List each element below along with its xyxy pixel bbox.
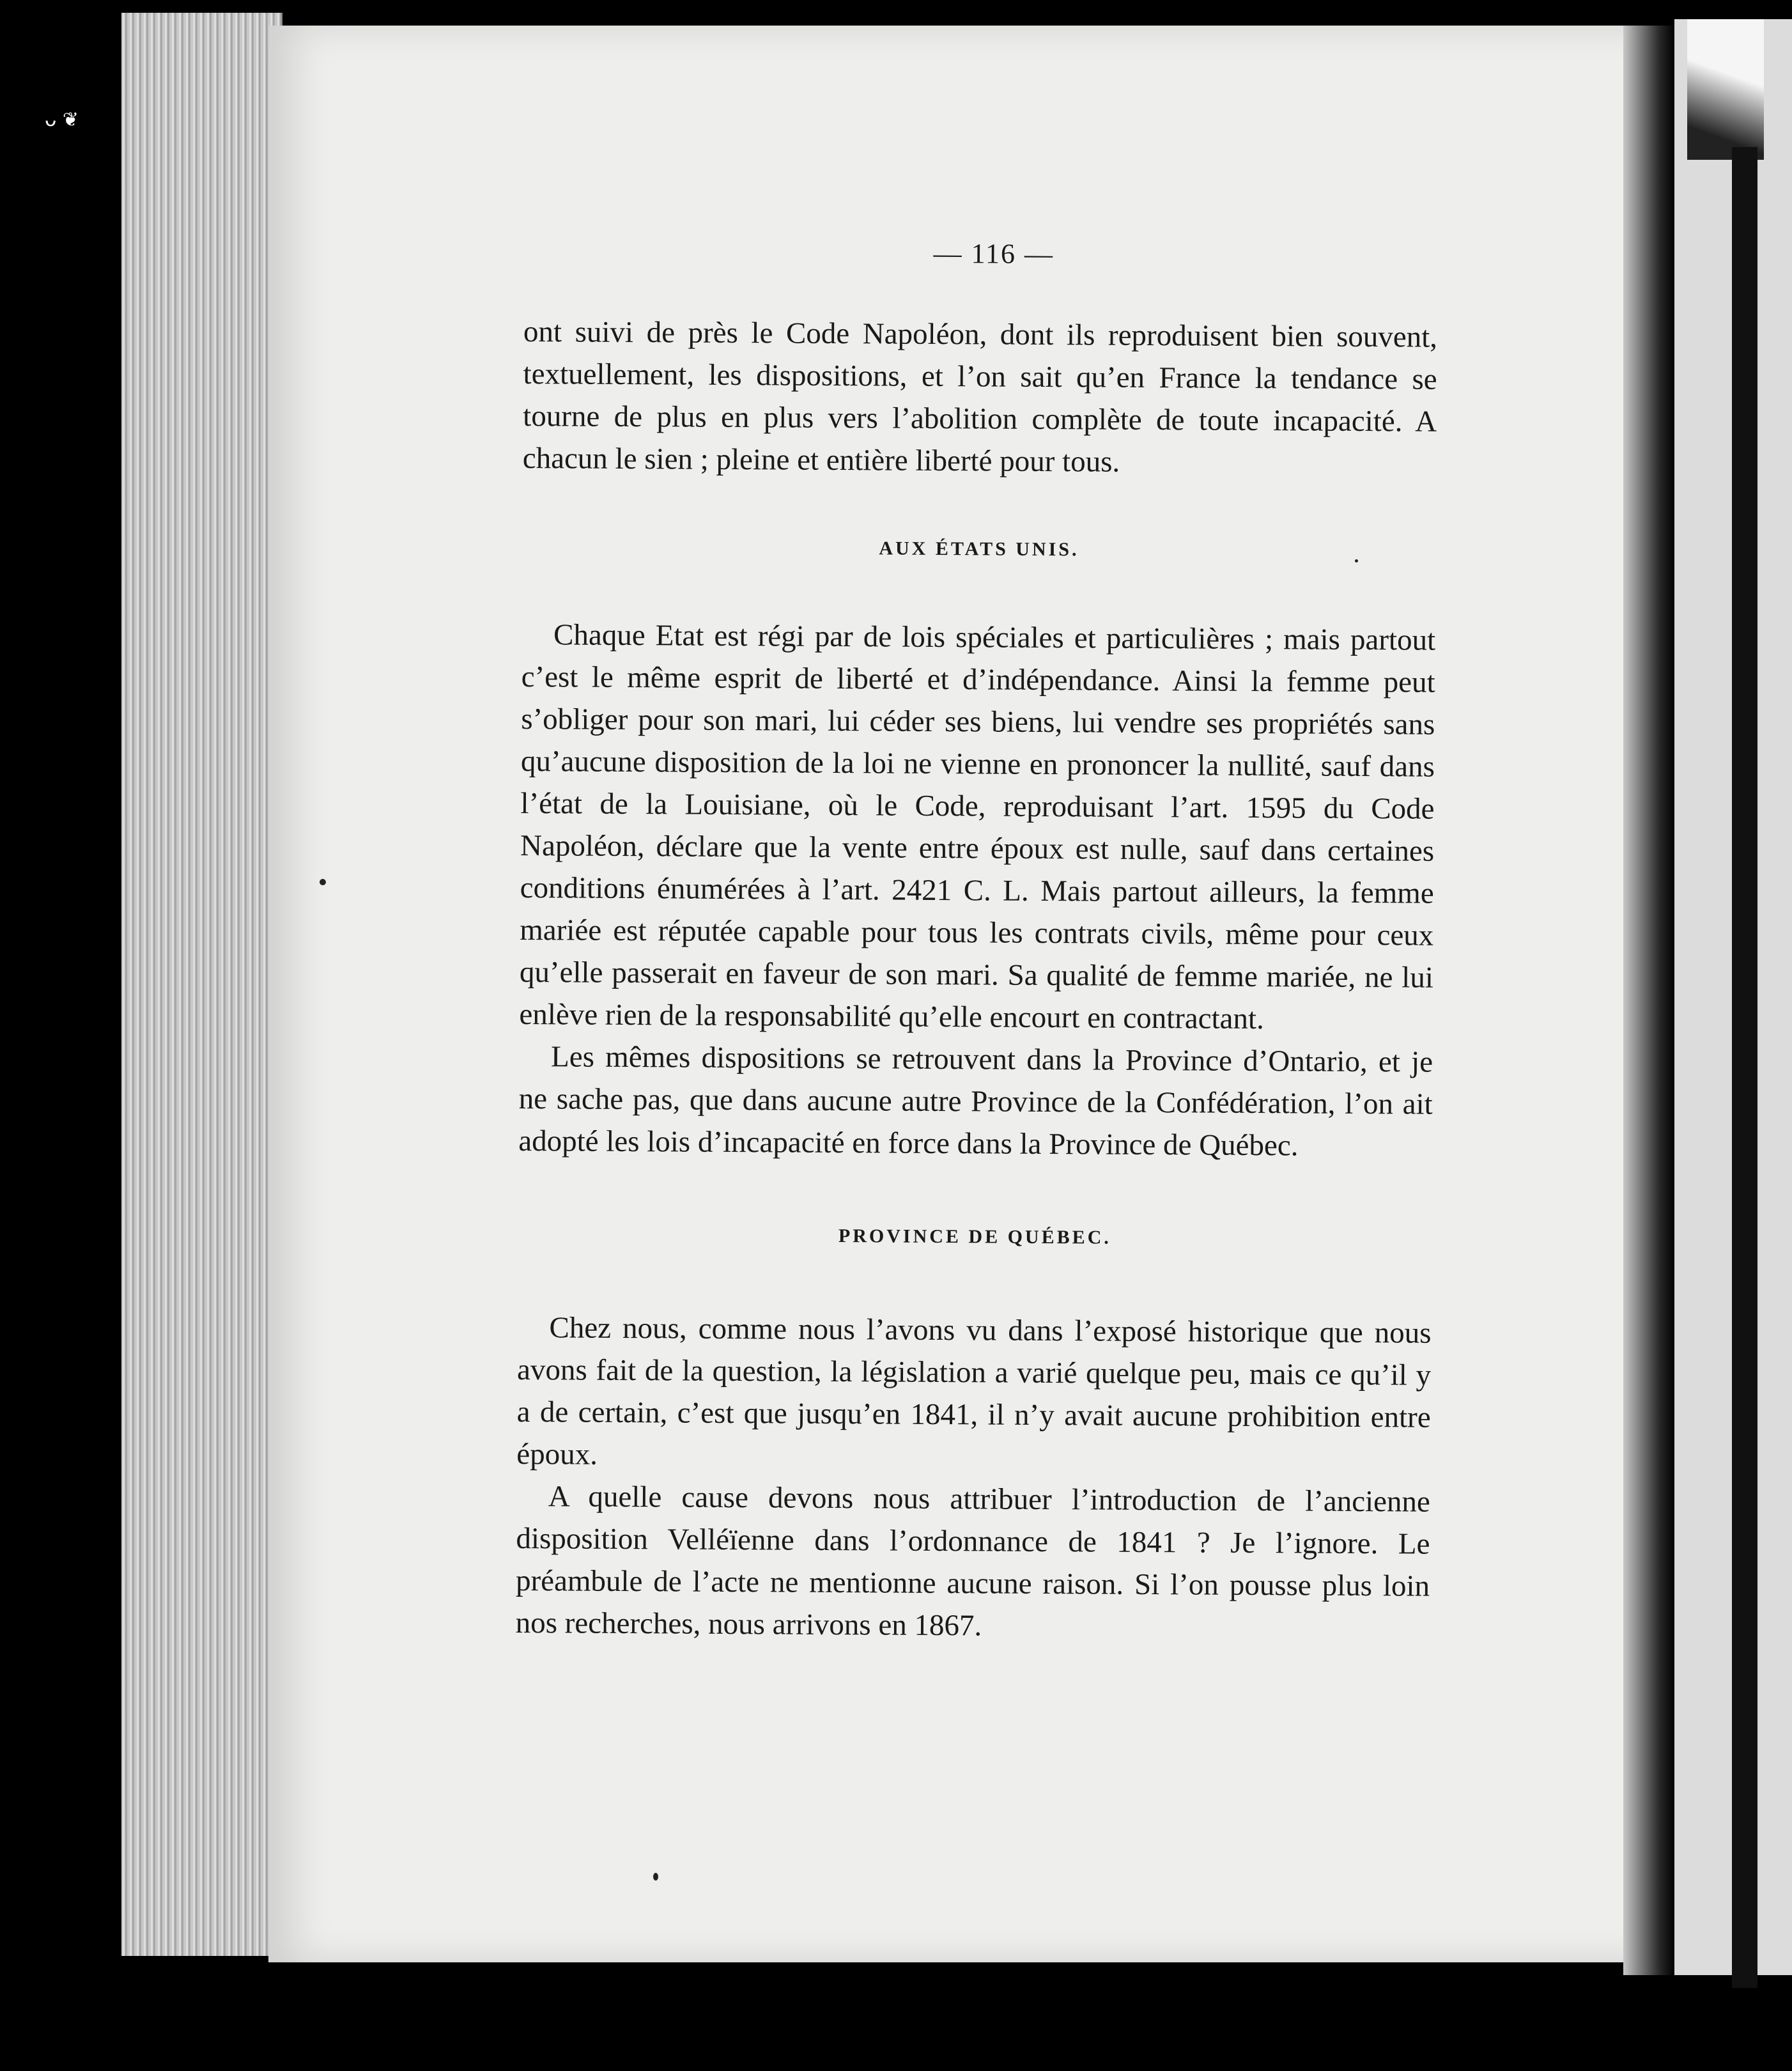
text-column [515, 230, 1437, 1650]
paragraph: Les mêmes dispositions se retrouvent dans la Province d’Ontario, et je ne sache pas, que dans aucune autre Province de la Confédération, l’on ait adopté les lois d’incapacité en force dans la Province de Québec. [518, 1040, 1433, 1163]
paragraph: A quelle cause devons nous attribuer l’introduction de l’ancienne disposition Velléïenne dans l’ordonnance de 1841 ? Je l’ignore. Le préambule de l’acte ne mentionne aucune raison. Si l’on pousse plus loin nos recherches, nous arrivons en 1867. [515, 1480, 1431, 1643]
page-fold [1687, 19, 1764, 160]
page-number: — 116 — [933, 237, 1054, 270]
section-heading-quebec: PROVINCE DE QUÉBEC. [838, 1225, 1111, 1248]
ink-speck [320, 879, 326, 885]
paragraph: Chez nous, comme nous l’avons vu dans l’exposé historique que nous avons fait de la question, la législation a varié quelque peu, mais ce qu’il y a de certain, c’est que jusqu’en 1841, il n’y avait aucune prohibition entre époux. [516, 1311, 1432, 1471]
paragraph: ont suivi de près le Code Napoléon, dont ils reproduisent bien souvent, textuellement, les dispositions, et l’on sait qu’en France la tendance se tourne de plus en plus vers l’abolition complète de toute incapacité. A chacun le sien ; pleine et entière liberté pour tous. [522, 314, 1438, 479]
book-page-edges [121, 13, 282, 1956]
facing-page [1674, 19, 1792, 1975]
gutter-shadow [1623, 26, 1674, 1975]
margin-mark: ᴗ ❦ [45, 109, 79, 131]
section-heading-etats-unis: AUX ÉTATS UNIS. [879, 538, 1079, 561]
ink-speck [653, 1873, 658, 1881]
gutter-band [1732, 147, 1757, 1988]
paragraph: Chaque Etat est régi par de lois spéciales et particulières ; mais partout c’est le même esprit de liberté et d’indépendance. Ainsi la femme peut s’obliger pour son mari, lui céder ses biens, lui vendre ses propriétés sans qu’aucune disposition de la loi ne vienne en prononcer la nullité, sauf dans l’état de la Louisiane, où le Code, reproduisant l’art. 1595 du Code Napoléon, déclare que la vente entre époux est nulle, sauf dans certaines conditions énumérées à l’art. 2421 C. L. Mais partout ailleurs, la femme mariée est réputée capable pour tous les contrats civils, même pour ceux qu’elle passerait en faveur de son mari. Sa qualité de femme mariée, ne lui enlève rien de la responsabilité qu’elle encourt en contractant. [519, 618, 1436, 1036]
